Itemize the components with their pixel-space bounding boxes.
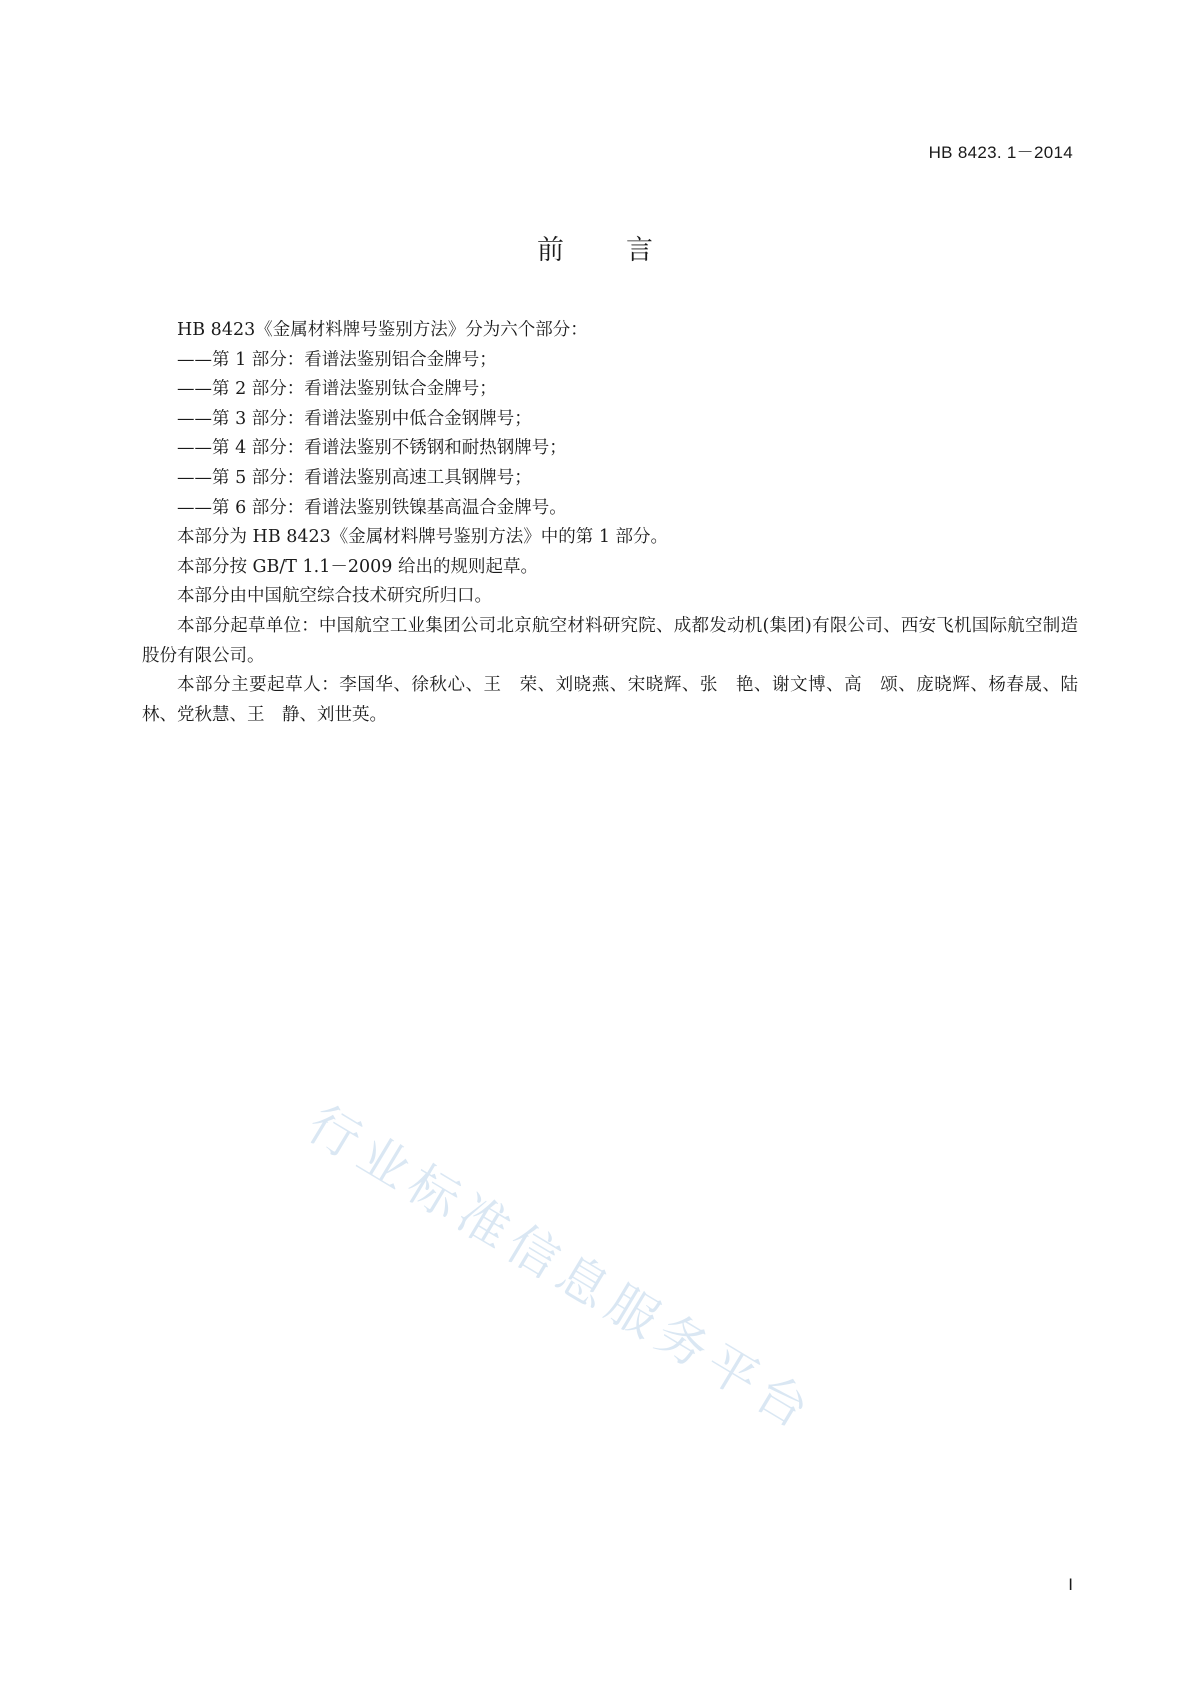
paragraph-parts-intro: HB 8423《金属材料牌号鉴别方法》分为六个部分： xyxy=(177,320,588,340)
list-item-part-4: ——第 4 部分：看谱法鉴别不锈钢和耐热钢牌号； xyxy=(177,438,567,459)
paragraph-responsible-institute: 本部分由中国航空综合技术研究所归口。 xyxy=(177,586,492,607)
list-item-part-3: ——第 3 部分：看谱法鉴别中低合金钢牌号； xyxy=(177,408,532,429)
list-item-part-6: ——第 6 部分：看谱法鉴别铁镍基高温合金牌号。 xyxy=(177,497,567,518)
foreword-body xyxy=(142,316,1096,730)
list-item-part-2: ——第 2 部分：看谱法鉴别钛合金牌号； xyxy=(177,379,497,400)
paragraph-drafters: 本部分主要起草人：李国华、徐秋心、王 荣、刘晓燕、宋晓辉、张 艳、谢文博、高 颂、庞晓辉、杨春晟、陆 林、党秋慧、王 静、刘世英。 xyxy=(142,675,1096,725)
paragraph-drafting-units: 本部分起草单位：中国航空工业集团公司北京航空材料研究院、成都发动机(集团)有限公司、西安飞机国际航空制造股份有限公司。 xyxy=(142,615,1078,666)
page-title: 前言 xyxy=(537,235,715,266)
document-number: HB 8423. 1－2014 xyxy=(928,143,1073,162)
list-item-part-1: ——第 1 部分：看谱法鉴别铝合金牌号； xyxy=(177,349,497,370)
paragraph-this-part: 本部分为 HB 8423《金属材料牌号鉴别方法》中的第 1 部分。 xyxy=(177,527,669,548)
watermark-text: 行业标准信息服务平台 xyxy=(298,1094,826,1444)
page-number: I xyxy=(1068,1575,1073,1594)
list-item-part-5: ——第 5 部分：看谱法鉴别高速工具钢牌号； xyxy=(177,467,532,488)
paragraph-drafting-rules: 本部分按 GB/T 1.1－2009 给出的规则起草。 xyxy=(177,556,538,577)
